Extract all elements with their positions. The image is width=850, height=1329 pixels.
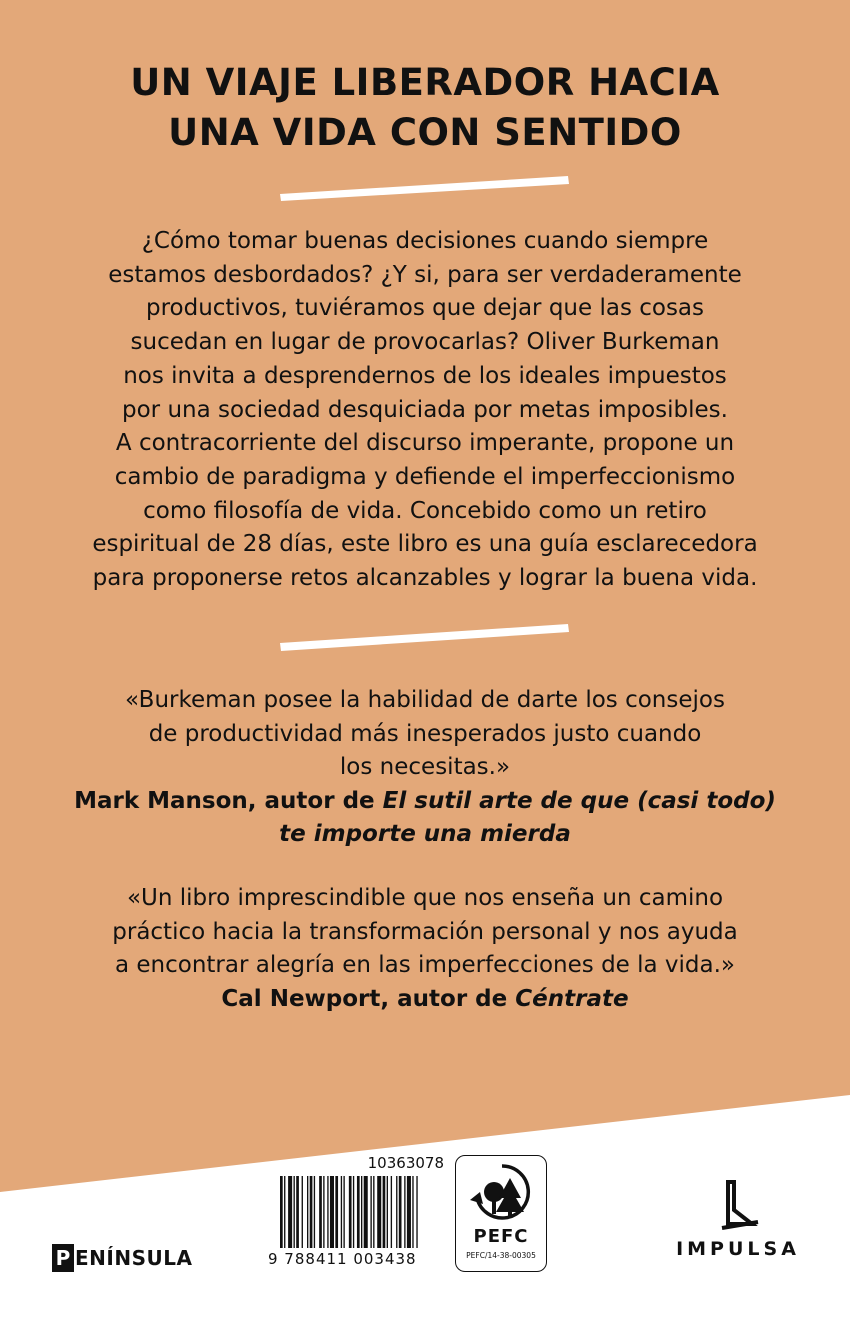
peninsula-logo — [52, 1244, 192, 1272]
attribution-book-title: Céntrate — [515, 985, 629, 1012]
synopsis — [40, 225, 810, 596]
barcode-bar — [353, 1176, 354, 1248]
quote-line: «Burkeman posee la habilidad de darte los consejos — [125, 687, 725, 713]
isbn-digits: 9 788411 003438 — [268, 1250, 417, 1268]
barcode-bar — [407, 1176, 411, 1248]
headline — [0, 58, 850, 158]
synopsis-line: productivos, tuviéramos que dejar que las cosas — [145, 295, 705, 322]
barcode-bar — [364, 1176, 368, 1248]
barcode-bar — [370, 1176, 371, 1248]
barcode-bar — [373, 1176, 374, 1248]
synopsis-line: para proponerse retos alcanzables y lograr la buena vida. — [92, 565, 758, 592]
barcode-bar — [314, 1176, 315, 1248]
quote-line: a encontrar alegría en las imperfecciones de la vida.» — [114, 952, 736, 978]
attribution-book-title-cont: te importe una mierda — [279, 821, 571, 847]
barcode-internal-number: 10363078 — [367, 1154, 444, 1172]
barcode-bar — [396, 1176, 397, 1248]
synopsis-line: ¿Cómo tomar buenas decisiones cuando siempre — [141, 228, 709, 254]
pefc-certification-badge — [455, 1155, 547, 1272]
synopsis-line: como filosofía de vida. Concebido como un retiro — [143, 497, 707, 524]
synopsis-line: nos invita a desprendernos de los ideales impuestos — [123, 362, 727, 389]
quote-attribution — [30, 785, 820, 819]
barcode-bar — [399, 1176, 402, 1248]
barcode-bar — [349, 1176, 352, 1248]
synopsis-line: cambio de paradigma y defiende el imperfeccionismo — [114, 463, 736, 490]
barcode-bar — [357, 1176, 360, 1248]
barcode-bar — [343, 1176, 344, 1248]
testimonial-manson — [30, 684, 820, 852]
barcode-bar — [416, 1176, 417, 1248]
barcode-bar — [361, 1176, 362, 1248]
quote-attribution-cont — [30, 818, 820, 852]
barcode-bar — [412, 1176, 413, 1248]
barcode-bar — [391, 1176, 392, 1248]
barcode-bar — [280, 1176, 283, 1248]
synopsis-line: estamos desbordados? ¿Y si, para ser verdaderamente — [108, 261, 742, 288]
synopsis-line: sucedan en lugar de provocarlas? Oliver Burkeman — [130, 329, 720, 356]
barcode-bar — [404, 1176, 405, 1248]
barcode-bar — [377, 1176, 381, 1248]
barcode-bar — [288, 1176, 292, 1248]
impulsa-logo-text: IMPULSA — [676, 1238, 800, 1260]
pefc-label: PEFC — [473, 1226, 529, 1247]
barcode-bar — [319, 1176, 322, 1248]
quote-line: «Un libro imprescindible que nos enseña un camino — [126, 885, 724, 911]
pefc-code: PEFC/14-38-00305 — [466, 1251, 536, 1260]
testimonial-newport — [30, 882, 820, 1016]
attribution-book-title: El sutil arte de que (casi todo) — [382, 787, 776, 814]
synopsis-line: espiritual de 28 días, este libro es una guía esclarecedora — [92, 531, 758, 558]
barcode-bar — [307, 1176, 308, 1248]
barcode-bar — [341, 1176, 342, 1248]
synopsis-line: A contracorriente del discurso imperante, propone un — [115, 430, 735, 457]
barcode-bar — [327, 1176, 328, 1248]
synopsis-line: por una sociedad desquiciada por metas imposibles. — [122, 396, 728, 423]
pefc-trees-icon — [456, 1156, 548, 1228]
barcode-bar — [335, 1176, 338, 1248]
barcode-bar — [383, 1176, 386, 1248]
barcode-bar — [387, 1176, 388, 1248]
quote-line: práctico hacia la transformación personal y nos ayuda — [112, 918, 738, 945]
barcode-bar — [323, 1176, 324, 1248]
peninsula-logo-box: P — [52, 1244, 74, 1272]
peninsula-logo-text: ENÍNSULA — [75, 1246, 193, 1270]
headline-line: UN VIAJE LIBERADOR HACIA — [130, 61, 720, 104]
attribution-author: Cal Newport, autor de — [221, 985, 516, 1012]
headline-line: UNA VIDA CON SENTIDO — [168, 111, 682, 154]
attribution-author: Mark Manson, autor de — [74, 787, 383, 814]
barcode-bar — [302, 1176, 303, 1248]
barcode-bar — [284, 1176, 285, 1248]
quote-line: de productividad más inesperados justo cuando — [148, 720, 702, 747]
isbn-barcode — [268, 1154, 444, 1274]
quote-line: los necesitas.» — [339, 754, 511, 780]
barcode-bar — [310, 1176, 313, 1248]
impulsa-logo-icon — [718, 1180, 762, 1234]
barcode-bar — [294, 1176, 295, 1248]
barcode-bar — [296, 1176, 299, 1248]
barcode-bar — [330, 1176, 334, 1248]
quote-attribution — [30, 983, 820, 1017]
